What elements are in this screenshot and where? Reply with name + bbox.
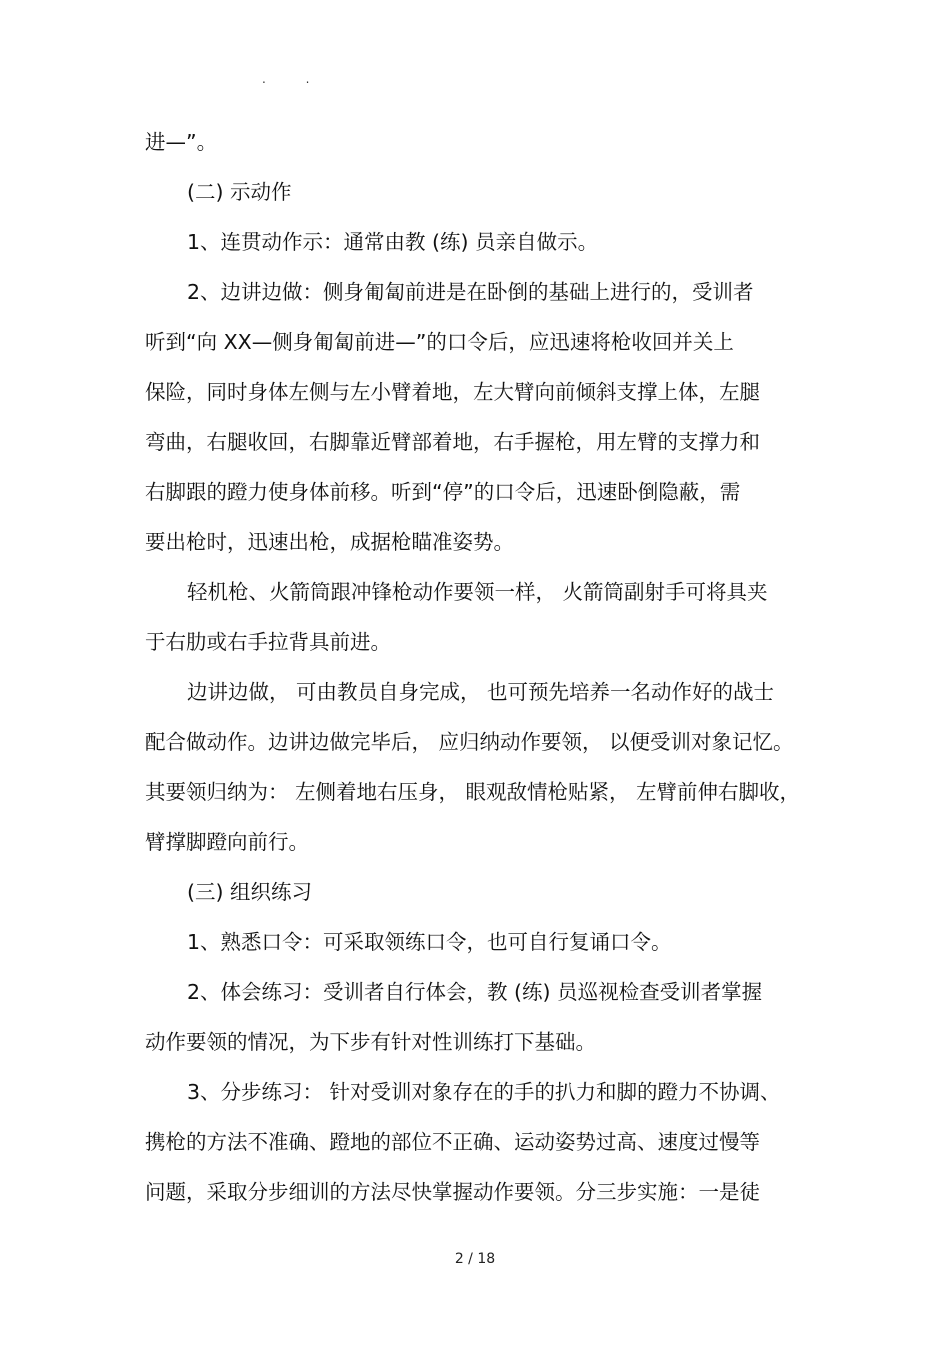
text-line: 其要领归纳为： 左侧着地右压身， 眼观敌情枪贴紧， 左臂前伸右脚收， [145, 780, 801, 804]
text-line: 携枪的方法不准确、蹬地的部位不正确、运动姿势过高、速度过慢等 [145, 1130, 760, 1154]
text-line: 动作要领的情况，为下步有针对性训练打下基础。 [145, 1030, 596, 1054]
section-heading: (二) 示动作 [187, 180, 292, 204]
text-line: 右脚跟的蹬力使身体前移。听到“停”的口令后，迅速卧倒隐蔽，需 [145, 480, 741, 504]
text-line: 2、体会练习：受训者自行体会，教 (练) 员巡视检查受训者掌握 [187, 980, 763, 1004]
text-line: 2、边讲边做：侧身匍匐前进是在卧倒的基础上进行的，受训者 [187, 280, 754, 304]
text-line: 1、连贯动作示：通常由教 (练) 员亲自做示。 [187, 230, 599, 254]
text-line: 配合做动作。边讲边做完毕后， 应归纳动作要领， 以便受训对象记忆。 [145, 730, 794, 754]
text-line: 于右肋或右手拉背具前进。 [145, 630, 391, 654]
text-line: 问题，采取分步细训的方法尽快掌握动作要领。分三步实施：一是徒 [145, 1180, 760, 1204]
text-line: 边讲边做， 可由教员自身完成， 也可预先培养一名动作好的战士 [187, 680, 775, 704]
text-line: 轻机枪、火箭筒跟冲锋枪动作要领一样， 火箭筒副射手可将具夹 [187, 580, 768, 604]
text-line: 要出枪时，迅速出枪，成据枪瞄准姿势。 [145, 530, 514, 554]
text-line: 进—”。 [145, 130, 218, 154]
text-line: 听到“向 XX—侧身匍匐前进—”的口令后，应迅速将枪收回并关上 [145, 330, 734, 354]
header-dots: . . [262, 72, 328, 86]
page-number: 2 / 18 [454, 1251, 496, 1267]
text-line: 1、熟悉口令：可采取领练口令，也可自行复诵口令。 [187, 930, 672, 954]
text-line: 臂撑脚蹬向前行。 [145, 830, 309, 854]
section-heading: (三) 组织练习 [187, 880, 313, 904]
text-line: 保险，同时身体左侧与左小臂着地，左大臂向前倾斜支撑上体，左腿 [145, 380, 760, 404]
text-line: 弯曲，右腿收回，右脚靠近臂部着地，右手握枪，用左臂的支撑力和 [145, 430, 760, 454]
text-line: 3、分步练习： 针对受训对象存在的手的扒力和脚的蹬力不协调、 [187, 1080, 781, 1104]
